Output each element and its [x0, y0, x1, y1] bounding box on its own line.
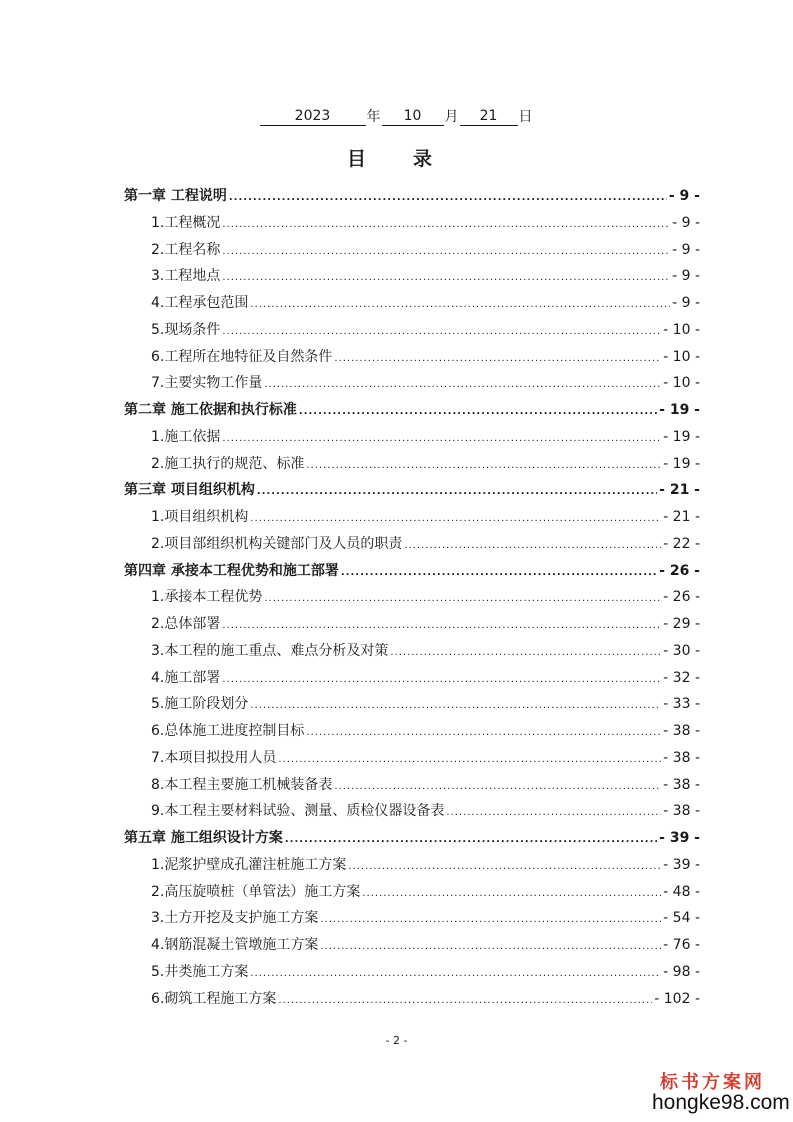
toc-entry-title: 第一章 工程说明: [124, 188, 227, 204]
toc-entry-title: 1.工程概况: [151, 214, 221, 231]
toc-section-entry[interactable]: [124, 798, 700, 825]
toc-entry-title: 7.主要实物工作量: [151, 375, 263, 392]
toc-section-entry[interactable]: [124, 905, 700, 932]
toc-entry-page: - 29 -: [663, 616, 700, 632]
toc-section-entry[interactable]: [124, 665, 700, 692]
toc-section-entry[interactable]: [124, 638, 700, 665]
toc-section-entry[interactable]: [124, 424, 700, 451]
toc-dot-leader: [341, 560, 657, 587]
toc-entry-title: 2.总体部署: [151, 616, 221, 632]
toc-section-entry[interactable]: [124, 745, 700, 772]
toc-section-entry[interactable]: [124, 718, 700, 745]
toc-dot-leader: [222, 667, 661, 694]
toc-dot-leader: [404, 533, 661, 560]
toc-dot-leader: [250, 506, 661, 533]
toc-dot-leader: [278, 988, 652, 1015]
toc-entry-title: 3.本工程的施工重点、难点分析及对策: [151, 642, 389, 659]
toc-entry-title: 6.工程所在地特征及自然条件: [151, 348, 333, 365]
toc-entry-title: 6.总体施工进度控制目标: [151, 723, 305, 739]
toc-entry-title: 第五章 施工组织设计方案: [124, 830, 283, 846]
toc-entry-title: 4.施工部署: [151, 669, 221, 686]
toc-entry-title: 第四章 承接本工程优势和施工部署: [124, 562, 339, 579]
toc-dot-leader: [250, 292, 670, 319]
toc-entry-page: - 38 -: [663, 803, 700, 820]
toc-entry-title: 9.本工程主要材料试验、测量、质检仪器设备表: [151, 803, 445, 820]
toc-entry-page: - 76 -: [663, 937, 700, 953]
toc-entry-page: - 48 -: [663, 883, 700, 900]
toc-dot-leader: [257, 479, 657, 506]
date-year-label: 年: [366, 109, 381, 125]
toc-dot-leader: [264, 586, 661, 613]
toc-entry-page: - 30 -: [663, 642, 700, 659]
toc-entry-page: - 10 -: [663, 348, 700, 365]
toc-entry-page: - 38 -: [663, 776, 700, 793]
table-of-contents: [124, 183, 700, 1012]
toc-title: 目 录: [346, 148, 446, 170]
toc-section-entry[interactable]: [124, 210, 700, 237]
toc-section-entry[interactable]: [124, 879, 700, 906]
toc-section-entry[interactable]: [124, 691, 700, 718]
toc-entry-title: 3.土方开挖及支护施工方案: [151, 910, 319, 927]
toc-section-entry[interactable]: [124, 584, 700, 611]
toc-entry-title: 3.工程地点: [151, 268, 221, 285]
toc-section-entry[interactable]: [124, 370, 700, 397]
toc-dot-leader: [334, 774, 661, 801]
toc-entry-page: - 9 -: [672, 214, 700, 231]
toc-entry-title: 1.施工依据: [151, 428, 221, 445]
toc-dot-leader: [278, 747, 661, 774]
watermark-url: hongke98.com: [652, 1091, 790, 1114]
toc-entry-title: 2.工程名称: [151, 241, 221, 258]
toc-entry-page: - 19 -: [663, 428, 700, 445]
toc-entry-title: 7.本项目拟投用人员: [151, 749, 277, 766]
toc-dot-leader: [299, 399, 657, 426]
toc-dot-leader: [250, 693, 661, 720]
toc-dot-leader: [250, 961, 661, 988]
toc-chapter-entry[interactable]: [124, 477, 700, 504]
toc-entry-title: 6.砌筑工程施工方案: [151, 990, 277, 1007]
toc-entry-page: - 102 -: [654, 990, 700, 1007]
toc-dot-leader: [222, 212, 670, 239]
toc-dot-leader: [222, 613, 661, 640]
toc-dot-leader: [348, 854, 661, 881]
toc-chapter-entry[interactable]: [124, 183, 700, 210]
toc-entry-page: - 9 -: [672, 295, 700, 311]
toc-section-entry[interactable]: [124, 852, 700, 879]
toc-section-entry[interactable]: [124, 959, 700, 986]
toc-dot-leader: [229, 185, 667, 212]
toc-dot-leader: [222, 265, 670, 292]
toc-section-entry[interactable]: [124, 986, 700, 1013]
toc-entry-page: - 39 -: [659, 830, 700, 846]
toc-chapter-entry[interactable]: [124, 558, 700, 585]
toc-chapter-entry[interactable]: [124, 825, 700, 852]
toc-entry-title: 2.高压旋喷桩（单管法）施工方案: [151, 883, 361, 900]
toc-entry-page: - 22 -: [663, 535, 700, 552]
toc-entry-title: 第二章 施工依据和执行标准: [124, 402, 297, 418]
toc-entry-title: 第三章 项目组织机构: [124, 482, 255, 499]
toc-entry-page: - 26 -: [659, 562, 700, 579]
date-year: 2023: [260, 106, 366, 126]
toc-section-entry[interactable]: [124, 504, 700, 531]
toc-section-entry[interactable]: [124, 237, 700, 264]
date-day-label: 日: [518, 109, 533, 125]
toc-dot-leader: [222, 426, 661, 453]
toc-entry-page: - 39 -: [663, 856, 700, 873]
toc-section-entry[interactable]: [124, 317, 700, 344]
watermark-logo-text: 标书方案网: [660, 1072, 765, 1093]
toc-section-entry[interactable]: [124, 344, 700, 371]
toc-entry-title: 2.项目部组织机构关键部门及人员的职责: [151, 535, 403, 552]
toc-section-entry[interactable]: [124, 263, 700, 290]
toc-entry-title: 2.施工执行的规范、标准: [151, 455, 305, 472]
toc-dot-leader: [306, 453, 661, 480]
toc-entry-page: - 19 -: [663, 455, 700, 472]
toc-dot-leader: [320, 907, 661, 934]
toc-entry-page: - 10 -: [663, 375, 700, 392]
toc-entry-title: 5.施工阶段划分: [151, 696, 249, 713]
toc-dot-leader: [446, 800, 661, 827]
toc-dot-leader: [390, 640, 661, 667]
toc-entry-page: - 19 -: [659, 402, 700, 418]
toc-entry-page: - 54 -: [663, 910, 700, 927]
date-month-label: 月: [444, 109, 459, 125]
document-date: [0, 106, 793, 126]
toc-chapter-entry[interactable]: [124, 397, 700, 424]
toc-entry-page: - 10 -: [663, 321, 700, 338]
toc-entry-page: - 21 -: [659, 482, 700, 499]
toc-entry-page: - 9 -: [672, 241, 700, 258]
toc-entry-page: - 38 -: [663, 749, 700, 766]
toc-section-entry[interactable]: [124, 451, 700, 478]
toc-entry-title: 1.承接本工程优势: [151, 589, 263, 606]
date-month: 10: [382, 106, 444, 126]
toc-section-entry[interactable]: [124, 531, 700, 558]
toc-entry-page: - 33 -: [663, 696, 700, 713]
toc-dot-leader: [222, 319, 661, 346]
toc-entry-page: - 32 -: [663, 669, 700, 686]
toc-entry-page: - 9 -: [668, 188, 700, 204]
toc-dot-leader: [334, 346, 661, 373]
toc-entry-title: 4.工程承包范围: [151, 295, 249, 311]
toc-section-entry[interactable]: [124, 932, 700, 959]
toc-section-entry[interactable]: [124, 290, 700, 317]
toc-entry-page: - 98 -: [663, 963, 700, 980]
toc-entry-title: 5.现场条件: [151, 321, 221, 338]
toc-section-entry[interactable]: [124, 611, 700, 638]
toc-entry-title: 5.井类施工方案: [151, 963, 249, 980]
toc-dot-leader: [264, 372, 661, 399]
toc-entry-title: 1.项目组织机构: [151, 509, 249, 525]
date-day: 21: [460, 106, 518, 126]
toc-entry-page: - 9 -: [672, 268, 700, 285]
toc-section-entry[interactable]: [124, 772, 700, 799]
toc-entry-title: 4.钢筋混凝土管墩施工方案: [151, 937, 319, 953]
toc-entry-page: - 38 -: [663, 723, 700, 739]
toc-entry-title: 1.泥浆护壁成孔灌注桩施工方案: [151, 856, 347, 873]
toc-dot-leader: [222, 239, 670, 266]
toc-dot-leader: [320, 934, 661, 961]
toc-entry-page: - 21 -: [663, 509, 700, 525]
toc-dot-leader: [285, 827, 657, 854]
toc-dot-leader: [306, 720, 661, 747]
toc-entry-title: 8.本工程主要施工机械装备表: [151, 776, 333, 793]
page-number: - 2 -: [385, 1034, 408, 1047]
toc-dot-leader: [362, 881, 661, 908]
toc-entry-page: - 26 -: [663, 589, 700, 606]
